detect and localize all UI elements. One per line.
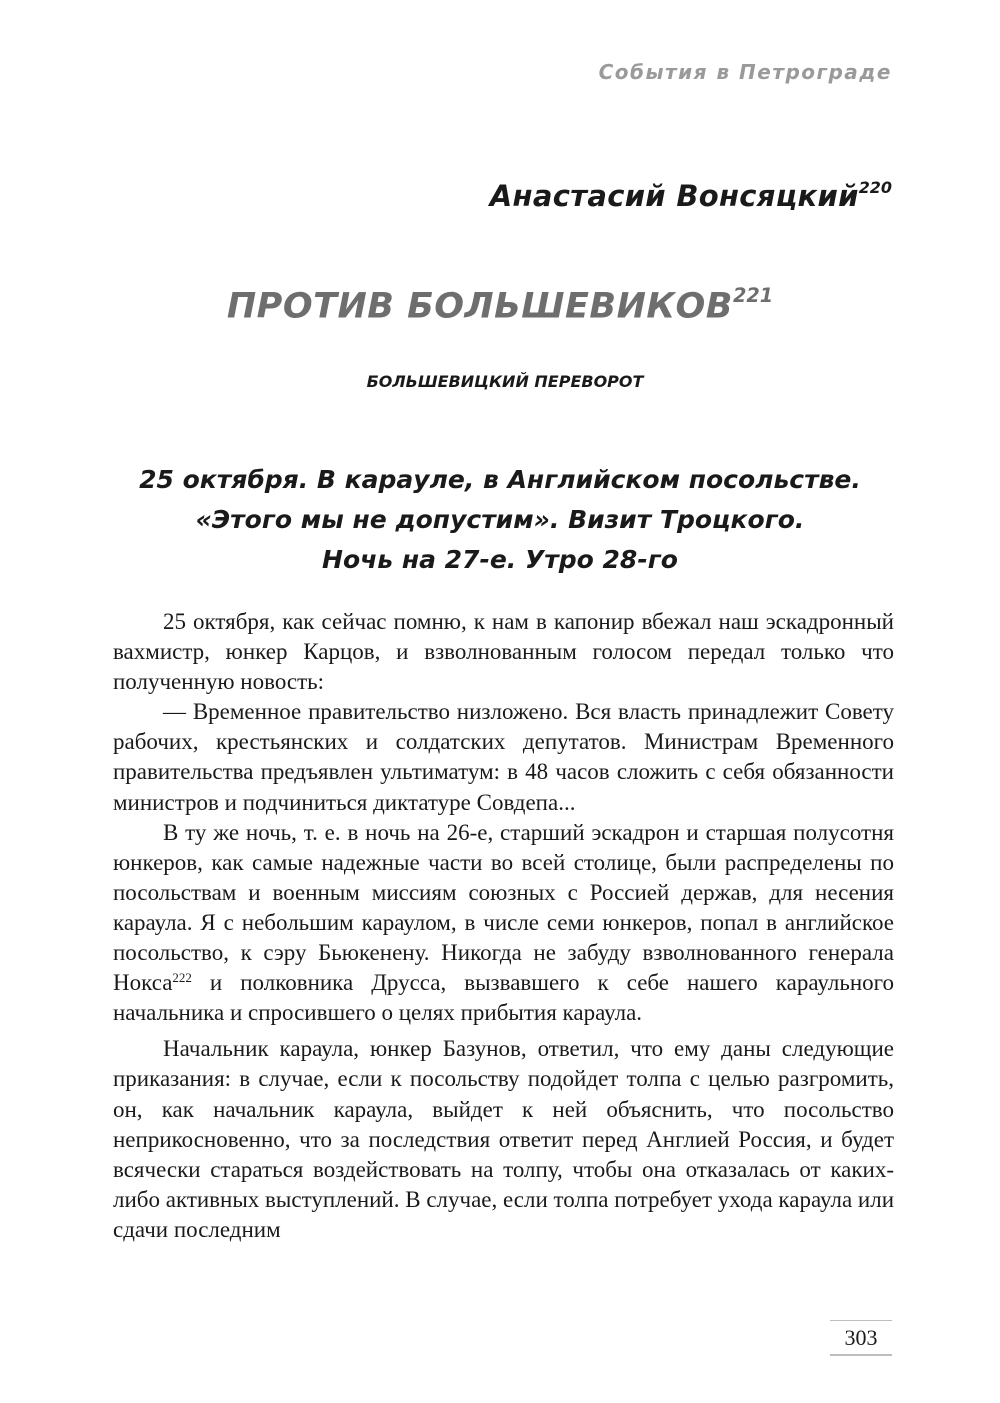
paragraph [113,818,894,1029]
page-title-text: ПРОТИВ БОЛЬШЕВИКОВ [226,286,733,327]
paragraph-text: и полковника Друсса, вызвавшего к себе нашего караульного начальника и спросившего о целях прибытия караула. [113,970,894,1026]
chapter-heading-line: 25 октября. В карауле, в Английском посольстве. [139,465,861,494]
chapter-heading-line: «Этого мы не допустим». Визит Троцкого. [195,505,805,534]
page-title [0,284,1000,326]
author-name-text: Анастасий Вонсяцкий [489,178,859,213]
paragraph: 25 октября, как сейчас помню, к нам в капонир вбежал наш эскадронный вахмистр, юнкер Карцов, и взволнованным голосом передал только что полученную новость: [113,609,894,695]
paragraph: Начальник караула, юнкер Базунов, ответил, что ему даны следующие приказания: в случае, если к посольству подойдет толпа с целью разгромить, он, как начальник караула, выйдет к ней объяснить, что посольство неприкосновенно, что за последствия ответит перед Англией Россия, и будет всячески стараться воздействовать на толпу, чтобы она отказалась от каких-либо активных выступлений. В случае, если толпа потребует ухода караула или сдачи последним [113,1036,895,1242]
chapter-heading [108,460,892,580]
footnote-ref: 222 [172,970,192,986]
paragraph: — Временное правительство низложено. Вся власть принадлежит Совету рабочих, крестьянских и солдатских депутатов. Министрам Временного правительства предъявлен ультиматум: в 48 часов сложить с себя обязанности министров и подчиниться диктатуре Совдепа... [113,699,894,815]
running-head: События в Петрограде [598,60,892,84]
paragraph-text: В ту же ночь, т. е. в ночь на 26-е, старший эскадрон и старшая полусотня юнкеров, как самые надежные части во всей столице, были распределены по посольствам и военным миссиям союзных с Россией держав, для несения караула. Я с небольшим караулом, в числе семи юнкеров, попал в английское посольство, к сэру Бьюкенену. Никогда не забуду взволнованного генерала Нокса [113,819,894,996]
author-footnote-ref: 220 [858,178,892,197]
page-number: 303 [830,1320,892,1356]
title-footnote-ref: 221 [732,284,774,307]
body-text [113,607,894,1245]
author-name [490,178,892,213]
section-subtitle: БОЛЬШЕВИЦКИЙ ПЕРЕВОРОТ [366,372,644,391]
chapter-heading-line: Ночь на 27-е. Утро 28-го [322,545,678,574]
